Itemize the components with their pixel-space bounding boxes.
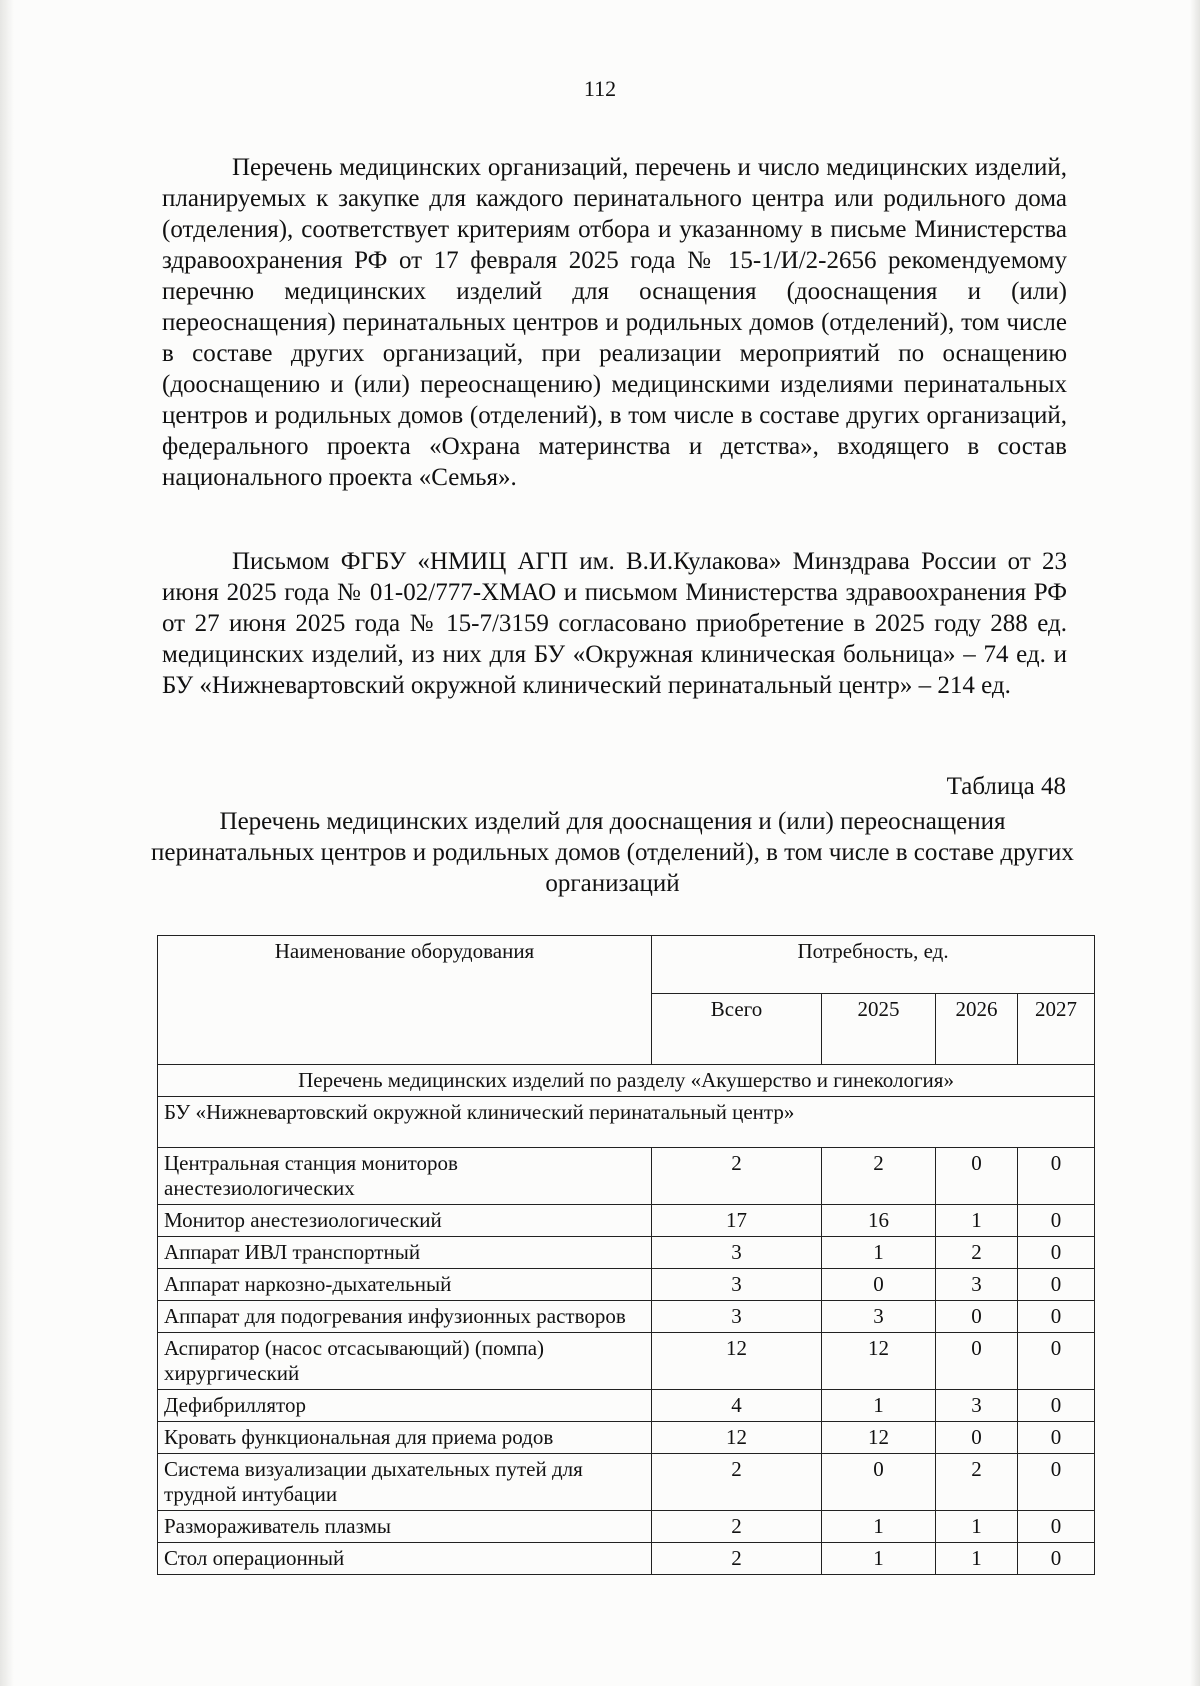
year-2026-cell: 2 <box>936 1237 1018 1269</box>
year-2027-cell: 0 <box>1018 1454 1095 1511</box>
equipment-name-cell: Размораживатель плазмы <box>158 1511 652 1543</box>
total-cell: 2 <box>652 1511 822 1543</box>
year-2026-cell: 2 <box>936 1454 1018 1511</box>
year-2027-cell: 0 <box>1018 1543 1095 1575</box>
total-cell: 3 <box>652 1269 822 1301</box>
table-row <box>158 1148 1095 1205</box>
header-total: Всего <box>652 994 822 1065</box>
year-2025-cell: 3 <box>822 1301 936 1333</box>
year-2025-cell: 12 <box>822 1333 936 1390</box>
year-2025-cell: 0 <box>822 1454 936 1511</box>
year-2026-cell: 0 <box>936 1301 1018 1333</box>
total-cell: 17 <box>652 1205 822 1237</box>
equipment-name-cell: Аппарат ИВЛ транспортный <box>158 1237 652 1269</box>
year-2027-cell: 0 <box>1018 1269 1095 1301</box>
table-row <box>158 1390 1095 1422</box>
year-2026-cell: 1 <box>936 1511 1018 1543</box>
year-2026-cell: 0 <box>936 1148 1018 1205</box>
year-2027-cell: 0 <box>1018 1422 1095 1454</box>
year-2025-cell: 16 <box>822 1205 936 1237</box>
year-2027-cell: 0 <box>1018 1390 1095 1422</box>
year-2026-cell: 3 <box>936 1390 1018 1422</box>
year-2027-cell: 0 <box>1018 1511 1095 1543</box>
year-2025-cell: 1 <box>822 1511 936 1543</box>
header-year-2027: 2027 <box>1018 994 1095 1065</box>
total-cell: 3 <box>652 1301 822 1333</box>
year-2026-cell: 3 <box>936 1269 1018 1301</box>
year-2025-cell: 0 <box>822 1269 936 1301</box>
total-cell: 2 <box>652 1454 822 1511</box>
header-equipment-name: Наименование оборудования <box>158 936 652 1065</box>
year-2025-cell: 1 <box>822 1543 936 1575</box>
total-cell: 12 <box>652 1333 822 1390</box>
table-row <box>158 1269 1095 1301</box>
year-2027-cell: 0 <box>1018 1148 1095 1205</box>
total-cell: 12 <box>652 1422 822 1454</box>
year-2026-cell: 1 <box>936 1543 1018 1575</box>
header-year-2025: 2025 <box>822 994 936 1065</box>
equipment-name-cell: Кровать функциональная для приема родов <box>158 1422 652 1454</box>
year-2026-cell: 0 <box>936 1333 1018 1390</box>
equipment-name-cell: Аспиратор (насос отсасывающий) (помпа) хирургический <box>158 1333 652 1390</box>
table-row <box>158 1237 1095 1269</box>
total-cell: 3 <box>652 1237 822 1269</box>
year-2026-cell: 0 <box>936 1422 1018 1454</box>
scan-edge-left <box>0 0 14 1686</box>
total-cell: 2 <box>652 1148 822 1205</box>
table-row <box>158 1205 1095 1237</box>
table-row <box>158 1543 1095 1575</box>
table-row <box>158 1511 1095 1543</box>
year-2027-cell: 0 <box>1018 1301 1095 1333</box>
paragraph-approval: Письмом ФГБУ «НМИЦ АГП им. В.И.Кулакова» Минздрава России от 23 июня 2025 года № 01-02/777-ХМАО и письмом Министерства здравоохранения РФ от 27 июня 2025 года № 15-7/3159 согласовано приобретение в 2025 году 288 ед. медицинских изделий, из них для БУ «Окружная клиническая больница» – 74 ед. и БУ «Нижневартовский окружной клинический перинатальный центр» – 214 ед. <box>162 548 1067 699</box>
table-row <box>158 1454 1095 1511</box>
equipment-name-cell: Центральная станция мониторов анестезиологических <box>158 1148 652 1205</box>
organization-row: БУ «Нижневартовский окружной клинический перинатальный центр» <box>158 1097 1095 1148</box>
equipment-table <box>157 935 1095 1575</box>
equipment-name-cell: Монитор анестезиологический <box>158 1205 652 1237</box>
year-2027-cell: 0 <box>1018 1205 1095 1237</box>
table-row <box>158 1301 1095 1333</box>
total-cell: 2 <box>652 1543 822 1575</box>
year-2025-cell: 12 <box>822 1422 936 1454</box>
header-need: Потребность, ед. <box>652 936 1095 994</box>
year-2025-cell: 1 <box>822 1390 936 1422</box>
scan-edge-right <box>1190 0 1200 1686</box>
year-2025-cell: 1 <box>822 1237 936 1269</box>
equipment-name-cell: Аппарат наркозно-дыхательный <box>158 1269 652 1301</box>
equipment-name-cell: Система визуализации дыхательных путей для трудной интубации <box>158 1454 652 1511</box>
equipment-name-cell: Аппарат для подогревания инфузионных растворов <box>158 1301 652 1333</box>
page-number: 112 <box>583 76 617 101</box>
paragraph-criteria: Перечень медицинских организаций, перечень и число медицинских изделий, планируемых к закупке для каждого перинатального центра или родильного дома (отделения), соответствует критериям отбора и указанному в письме Министерства здравоохранения РФ от 17 февраля 2025 года № 15-1/И/2-2656 рекомендуемому перечню медицинских изделий для оснащения (дооснащения и (или) переоснащения) перинатальных центров и родильных домов (отделений), том числе в составе других организаций, при реализации мероприятий по оснащению (дооснащению и (или) переоснащению) медицинскими изделиями перинатальных центров и родильных домов (отделений), в том числе в составе других организаций, федерального проекта «Охрана материнства и детства», входящего в состав национального проекта «Семья». <box>162 154 1067 491</box>
year-2027-cell: 0 <box>1018 1237 1095 1269</box>
table-row <box>158 1333 1095 1390</box>
table-label: Таблица 48 <box>946 773 1066 800</box>
header-year-2026: 2026 <box>936 994 1018 1065</box>
equipment-name-cell: Дефибриллятор <box>158 1390 652 1422</box>
year-2025-cell: 2 <box>822 1148 936 1205</box>
table-row <box>158 1422 1095 1454</box>
table-title: Перечень медицинских изделий для дооснащения и (или) переоснащения перинатальных центров и родильных домов (отделений), в том числе в составе других организаций <box>151 808 1074 897</box>
section-title-row: Перечень медицинских изделий по разделу «Акушерство и гинекология» <box>158 1065 1095 1097</box>
year-2026-cell: 1 <box>936 1205 1018 1237</box>
year-2027-cell: 0 <box>1018 1333 1095 1390</box>
total-cell: 4 <box>652 1390 822 1422</box>
equipment-name-cell: Стол операционный <box>158 1543 652 1575</box>
